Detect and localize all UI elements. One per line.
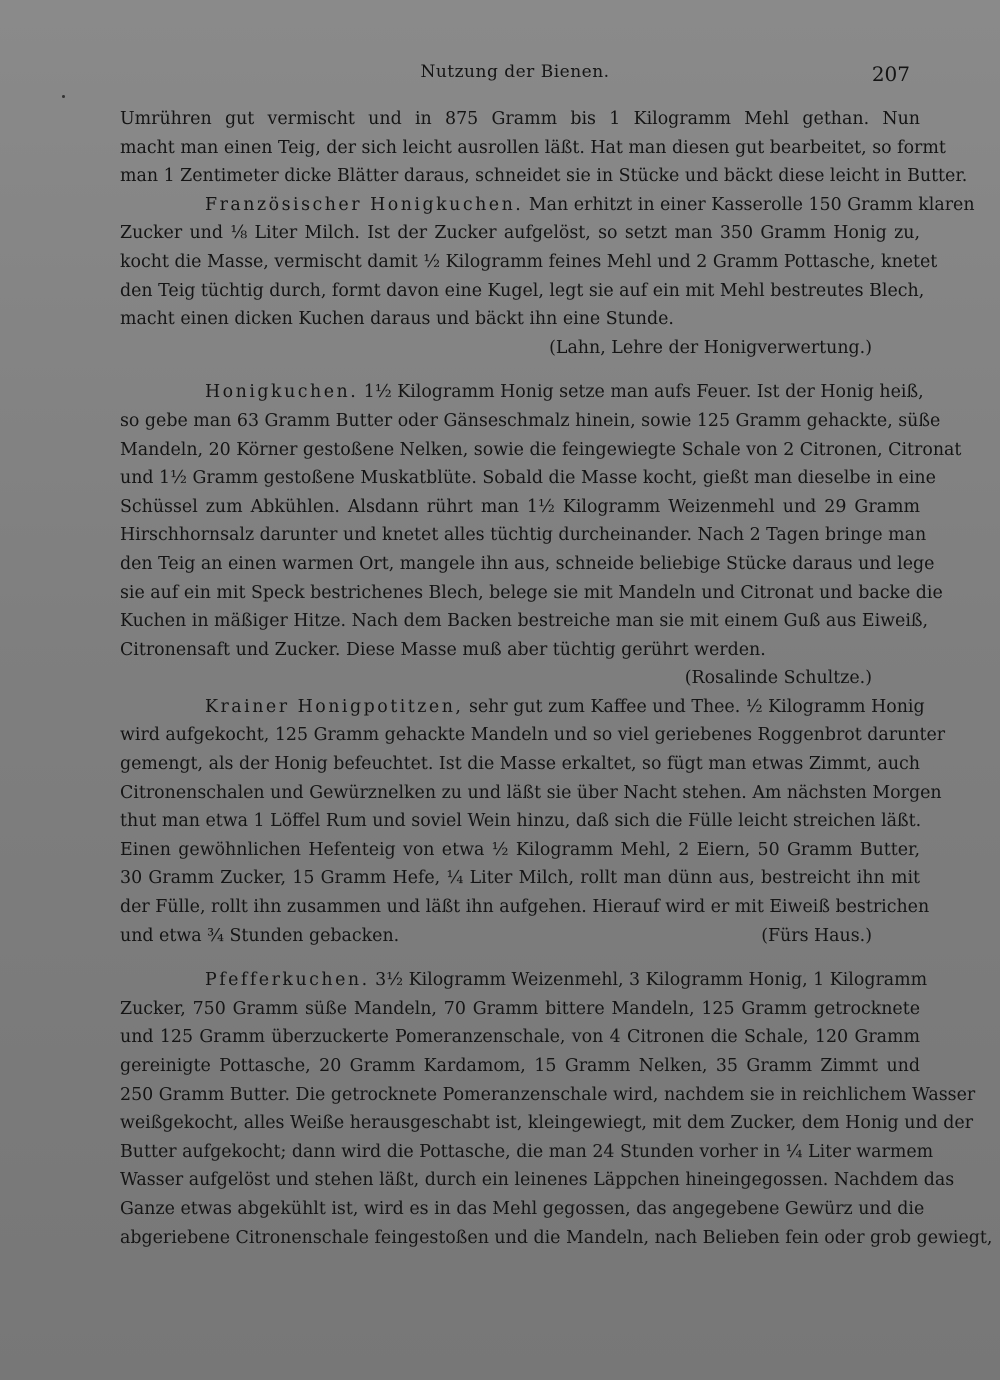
line-text: abgeriebene Citronenschale feingestoßen und die Mandeln, nach Belieben fein oder grob gewiegt, [120, 1227, 993, 1248]
text-line [120, 162, 968, 191]
text-line [120, 750, 920, 779]
paragraph-spacer [120, 362, 920, 378]
line-text: 30 Gramm Zucker, 15 Gramm Hefe, ¼ Liter Milch, rollt man dünn aus, bestreicht ihn mit [120, 868, 920, 889]
page-number: 207 [871, 62, 910, 86]
paragraph [120, 191, 975, 363]
recipe-title: Krainer Honigpotitzen, [205, 696, 464, 717]
line-text: 3½ Kilogramm Weizenmehl, 3 Kilogramm Honig, 1 Kilogramm [369, 970, 928, 991]
text-line [120, 607, 929, 636]
line-text: kocht die Masse, vermischt damit ½ Kilogramm feines Mehl und 2 Gramm Pottasche, knetet [120, 251, 938, 272]
body-text [120, 105, 993, 1252]
line-text: Hirschhornsalz darunter und knetet alles tüchtig durcheinander. Nach 2 Tagen bringe man [120, 525, 927, 546]
text-line [120, 493, 920, 522]
text-line [120, 922, 920, 951]
line-text: gemengt, als der Honig befeuchtet. Ist die Masse erkaltet, so fügt man etwas Zimmt, auch [120, 754, 920, 775]
source-citation: (Fürs Haus.) [761, 925, 872, 946]
line-text: macht einen dicken Kuchen daraus und bäckt ihn eine Stunde. [120, 309, 674, 330]
line-text: (Rosalinde Schultze.) [684, 668, 872, 689]
line-text: Man erhitzt in einer Kasserolle 150 Gramm klaren [523, 194, 975, 215]
line-text: Zucker, 750 Gramm süße Mandeln, 70 Gramm bittere Mandeln, 125 Gramm getrocknete [120, 998, 920, 1019]
text-line [120, 664, 920, 693]
text-line [120, 779, 942, 808]
page-header [120, 62, 910, 92]
text-line [120, 305, 920, 334]
page-speck [62, 95, 65, 98]
line-text: der Fülle, rollt ihn zusammen und läßt ihn aufgehen. Hierauf wird er mit Eiweiß bestrichen [120, 897, 930, 918]
line-text: Kuchen in mäßiger Hitze. Nach dem Backen bestreiche man sie mit einem Guß aus Eiweiß, [120, 611, 929, 632]
paragraph [120, 105, 968, 191]
line-text: Einen gewöhnlichen Hefenteig von etwa ½ Kilogramm Mehl, 2 Eiern, 50 Gramm Butter, [120, 839, 920, 860]
line-text: Umrühren gut vermischt und in 875 Gramm bis 1 Kilogramm Mehl gethan. Nun [120, 109, 920, 129]
text-line [120, 893, 930, 922]
line-text: wird aufgekocht, 125 Gramm gehackte Mandeln und so viel geriebenes Roggenbrot darunter [120, 725, 946, 746]
text-line [120, 105, 920, 134]
text-line [120, 864, 920, 893]
text-line [120, 464, 936, 493]
text-line [120, 191, 975, 220]
text-line [120, 1138, 934, 1167]
line-text: thut man etwa 1 Löffel Rum und soviel Wein hinzu, daß sich die Fülle leicht streichen läßt. [120, 811, 922, 832]
text-line [120, 1224, 993, 1253]
line-text: und 1½ Gramm gestoßene Muskatblüte. Sobald die Masse kocht, gießt man dieselbe in eine [120, 468, 936, 489]
line-text: und etwa ¾ Stunden gebacken. [120, 925, 400, 946]
text-line [120, 521, 927, 550]
line-text: Wasser aufgelöst und stehen läßt, durch ein leinenes Läppchen hineingegossen. Nachdem das [120, 1170, 955, 1191]
text-line [120, 721, 946, 750]
line-text: sie auf ein mit Speck bestrichenes Blech, belege sie mit Mandeln und Citronat und backe die [120, 582, 943, 603]
paragraph [120, 693, 946, 950]
line-text: sehr gut zum Kaffee und Thee. ½ Kilogramm Honig [463, 696, 925, 717]
text-line [120, 436, 962, 465]
text-line [120, 334, 920, 363]
text-line [120, 378, 924, 407]
line-text: den Teig an einen warmen Ort, mangele ihn aus, schneide beliebige Stücke daraus und lege [120, 553, 935, 574]
text-line [120, 1166, 955, 1195]
line-text: 1½ Kilogramm Honig setze man aufs Feuer. Ist der Honig heiß, [358, 382, 924, 403]
paragraph-spacer [120, 950, 920, 966]
line-text: und 125 Gramm überzuckerte Pomeranzenschale, von 4 Citronen die Schale, 120 Gramm [120, 1027, 920, 1048]
running-head: Nutzung der Bienen. [420, 62, 610, 82]
text-line [120, 836, 920, 865]
line-text: Citronenschalen und Gewürznelken zu und läßt sie über Nacht stehen. Am nächsten Morgen [120, 782, 942, 803]
text-line [120, 995, 920, 1024]
text-line [120, 407, 941, 436]
line-text: Mandeln, 20 Körner gestoßene Nelken, sowie die feingewiegte Schale von 2 Citronen, Citronat [120, 439, 962, 460]
recipe-title: Honigkuchen. [205, 382, 359, 403]
line-text: so gebe man 63 Gramm Butter oder Gänseschmalz hinein, sowie 125 Gramm gehackte, süße [120, 410, 941, 431]
text-line [120, 807, 920, 836]
text-line [120, 579, 943, 608]
paragraph [120, 378, 962, 693]
text-line [120, 1052, 920, 1081]
text-line [120, 693, 925, 722]
text-line [120, 277, 925, 306]
text-line [120, 248, 938, 277]
text-line [120, 134, 946, 163]
line-text: den Teig tüchtig durch, formt davon eine Kugel, legt sie auf ein mit Mehl bestreutes Blech, [120, 280, 925, 301]
text-line [120, 1195, 925, 1224]
line-text: man 1 Zentimeter dicke Blätter daraus, schneidet sie in Stücke und bäckt diese leicht in Butter. [120, 166, 968, 187]
paragraph [120, 966, 993, 1252]
line-text: Citronensaft und Zucker. Diese Masse muß aber tüchtig gerührt werden. [120, 639, 766, 660]
line-text: Butter aufgekocht; dann wird die Pottasche, die man 24 Stunden vorher in ¼ Liter warmem [120, 1141, 934, 1162]
line-text: Schüssel zum Abkühlen. Alsdann rührt man 1½ Kilogramm Weizenmehl und 29 Gramm [120, 496, 920, 517]
recipe-title: Pfefferkuchen. [205, 970, 370, 991]
recipe-title: Französischer Honigkuchen. [205, 194, 524, 215]
text-line [120, 636, 920, 665]
line-text: Ganze etwas abgekühlt ist, wird es in das Mehl gegossen, das angegebene Gewürz und die [120, 1198, 925, 1219]
line-text: Zucker und ⅛ Liter Milch. Ist der Zucker aufgelöst, so setzt man 350 Gramm Honig zu, [120, 223, 920, 244]
line-text: macht man einen Teig, der sich leicht ausrollen läßt. Hat man diesen gut bearbeitet, so formt [120, 137, 946, 158]
text-line [120, 1023, 920, 1052]
line-text: 250 Gramm Butter. Die getrocknete Pomeranzenschale wird, nachdem sie in reichlichem Wasser [120, 1084, 976, 1105]
line-text: (Lahn, Lehre der Honigverwertung.) [549, 337, 872, 358]
text-line [120, 1109, 974, 1138]
text-line [120, 550, 935, 579]
text-line [120, 966, 928, 995]
line-text: weißgekocht, alles Weiße herausgeschabt ist, kleingewiegt, mit dem Zucker, dem Honig und der [120, 1113, 974, 1134]
line-text: gereinigte Pottasche, 20 Gramm Kardamom, 15 Gramm Nelken, 35 Gramm Zimmt und [120, 1056, 920, 1076]
text-line [120, 1081, 976, 1110]
text-line [120, 219, 920, 248]
